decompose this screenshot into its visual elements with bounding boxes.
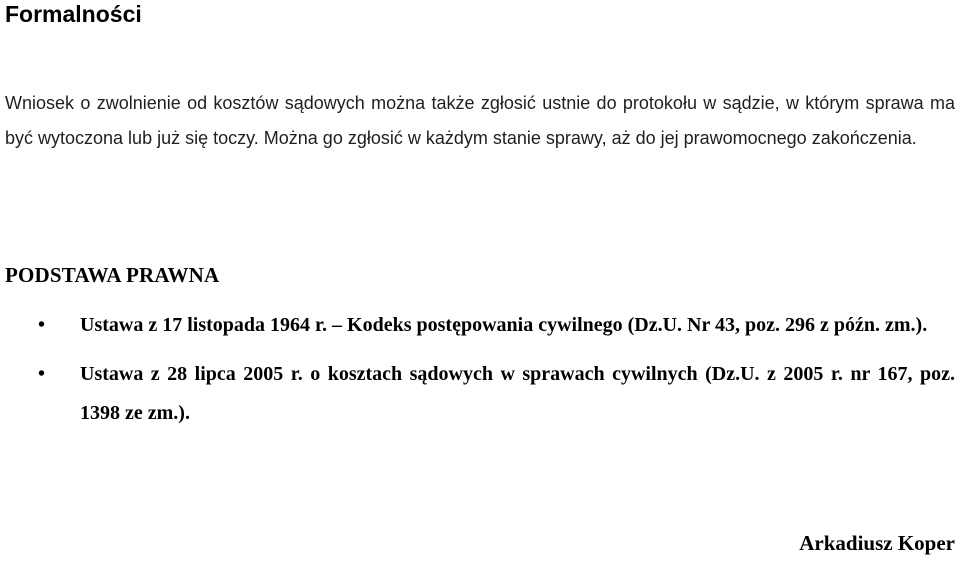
legal-basis-item: [0, 355, 955, 433]
bullet-icon: •: [38, 363, 46, 385]
intro-paragraph: Wniosek o zwolnienie od kosztów sądowych można także zgłosić ustnie do protokołu w sądzie, w którym sprawa ma być wytoczona lub już się toczy. Można go zgłosić w każdym stanie sprawy, aż do jej prawomocnego zakończenia.: [5, 93, 955, 148]
legal-basis-list: [0, 306, 955, 443]
legal-basis-title: PODSTAWA PRAWNA: [5, 263, 220, 287]
author-signature: Arkadiusz Koper: [799, 531, 955, 555]
legal-basis-item-text: Ustawa z 28 lipca 2005 r. o kosztach sądowych w sprawach cywilnych (Dz.U. z 2005 r. nr 167, poz. 1398 ze zm.).: [80, 363, 955, 424]
page-heading: Formalności: [5, 1, 142, 27]
legal-basis-item-text: Ustawa z 17 listopada 1964 r. – Kodeks postępowania cywilnego (Dz.U. Nr 43, poz. 296 z późn. zm.).: [80, 314, 928, 336]
bullet-icon: •: [38, 314, 46, 336]
legal-basis-item: [0, 306, 955, 345]
